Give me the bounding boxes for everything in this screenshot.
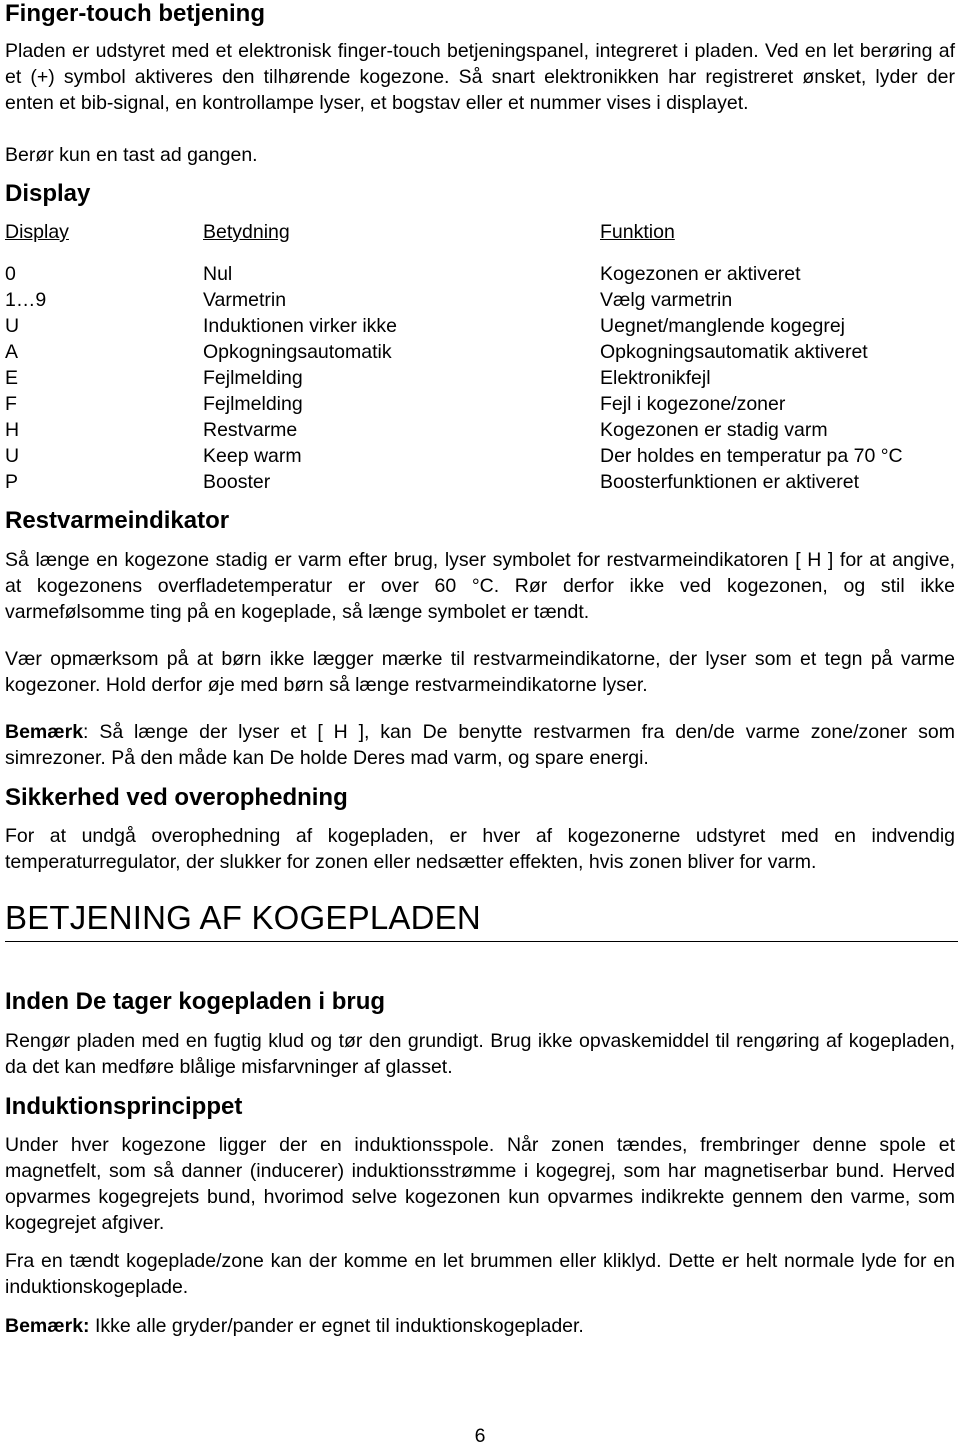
cell-betydning: Varmetrin: [203, 289, 287, 311]
cell-betydning: Fejlmelding: [203, 367, 303, 389]
cell-funktion: Vælg varmetrin: [600, 289, 733, 311]
cell-funktion: Fejl i kogezone/zoner: [600, 393, 786, 415]
induktion-note: [5, 1313, 955, 1339]
display-table-header: [0, 219, 960, 245]
chapter-title: BETJENING AF KOGEPLADEN: [5, 899, 481, 936]
section-title-inden: Inden De tager kogepladen i brug: [5, 988, 386, 1015]
section-title-display: Display: [5, 180, 91, 207]
finger-touch-paragraph: Pladen er udstyret med et elektronisk finger-touch betjeningspanel, integreret i pladen. Ved en let berøring af et (+) symbol aktiveres den tilhørende kogezone. Så snart elektronikken har registreret ønsket, lyder der enten et bib-signal, en kontrollampe lyser, et bogstav eller et nummer vises i displayet.: [5, 40, 955, 114]
table-row: [0, 443, 960, 469]
cell-betydning: Booster: [203, 471, 271, 493]
cell-display: U: [5, 445, 20, 467]
section-title-induktion: Induktionsprincippet: [5, 1093, 243, 1120]
restvarme-note: [5, 719, 955, 771]
cell-funktion: Opkogningsautomatik aktiveret: [600, 341, 868, 363]
cell-display: U: [5, 315, 20, 337]
page-number: 6: [474, 1425, 486, 1447]
cell-display: 1…9: [5, 289, 47, 311]
inden-paragraph: Rengør pladen med en fugtig klud og tør den grundigt. Brug ikke opvaskemiddel til rengøring af kogepladen, da det kan medføre blålige misfarvninger af glasset.: [5, 1030, 955, 1078]
cell-funktion: Uegnet/manglende kogegrej: [600, 315, 846, 337]
cell-betydning: Nul: [203, 263, 233, 285]
header-funktion: Funktion: [600, 221, 675, 243]
note-label: Bemærk:: [5, 1315, 90, 1337]
section-title-finger-touch: Finger-touch betjening: [5, 0, 265, 27]
cell-betydning: Opkogningsautomatik: [203, 341, 392, 363]
cell-betydning: Induktionen virker ikke: [203, 315, 398, 337]
table-row: [0, 469, 960, 495]
table-row: [0, 417, 960, 443]
cell-funktion: Der holdes en temperatur pa 70 °C: [600, 445, 903, 467]
finger-touch-note: Berør kun en tast ad gangen.: [5, 144, 258, 166]
induktion-paragraph-2: Fra en tændt kogeplade/zone kan der komme en let brummen eller kliklyd. Dette er helt normale lyde for en induktionskogeplade.: [5, 1250, 955, 1298]
restvarme-paragraph-2: Vær opmærksom på at børn ikke lægger mærke til restvarmeindikatorne, der lyser som et tegn på varme kogezoner. Hold derfor øje med børn så længe restvarmeindikatorne lyser.: [5, 648, 955, 696]
table-row: [0, 339, 960, 365]
section-title-sikkerhed: Sikkerhed ved overophedning: [5, 784, 348, 811]
induktion-paragraph-1: Under hver kogezone ligger der en induktionsspole. Når zonen tændes, frembringer denne spole et magnetfelt, som så danner (inducerer) induktionsstrømme i kogegrej, som har magnetiserbar bund. Herved opvarmes kogegrejets bund, hvorimod selve kogezonen kun opvarmes indikrekte gennem den varme, som kogegrejet afgiver.: [5, 1134, 955, 1234]
cell-funktion: Elektronikfejl: [600, 367, 711, 389]
table-row: [0, 261, 960, 287]
cell-display: 0: [5, 263, 16, 285]
cell-display: P: [5, 471, 19, 493]
note-label: Bemærk: [5, 721, 84, 743]
cell-betydning: Keep warm: [203, 445, 302, 467]
table-row: [0, 287, 960, 313]
note-text: Ikke alle gryder/pander er egnet til induktionskogeplader.: [89, 1315, 584, 1337]
table-row: [0, 365, 960, 391]
cell-funktion: Kogezonen er stadig varm: [600, 419, 828, 441]
note-text: : Så længe der lyser et [ H ], kan De benytte restvarmen fra den/de varme zone/zoner som simrezoner. På den måde kan De holde Deres mad varm, og spare energi.: [5, 721, 955, 769]
table-row: [0, 313, 960, 339]
cell-betydning: Fejlmelding: [203, 393, 303, 415]
header-display: Display: [5, 221, 69, 243]
table-row: [0, 391, 960, 417]
cell-display: F: [5, 393, 17, 415]
cell-display: A: [5, 341, 19, 363]
chapter-divider: [5, 941, 958, 942]
cell-funktion: Boosterfunktionen er aktiveret: [600, 471, 860, 493]
cell-funktion: Kogezonen er aktiveret: [600, 263, 801, 285]
header-betydning: Betydning: [203, 221, 290, 243]
restvarme-paragraph-1: Så længe en kogezone stadig er varm efter brug, lyser symbolet for restvarmeindikatoren [ H ] for at angive, at kogezonens overfladetemperatur er over 60 °C. Rør derfor ikke ved kogezonen, og stil ikke varmefølsomme ting på en kogeplade, så længe symbolet er tændt.: [5, 549, 955, 623]
sikkerhed-paragraph: For at undgå overophedning af kogepladen, er hver af kogezonerne udstyret med en indvendig temperaturregulator, der slukker for zonen eller nedsætter effekten, hvis zonen bliver for varm.: [5, 825, 955, 873]
cell-display: E: [5, 367, 19, 389]
cell-display: H: [5, 419, 20, 441]
cell-betydning: Restvarme: [203, 419, 298, 441]
section-title-restvarme: Restvarmeindikator: [5, 507, 230, 534]
